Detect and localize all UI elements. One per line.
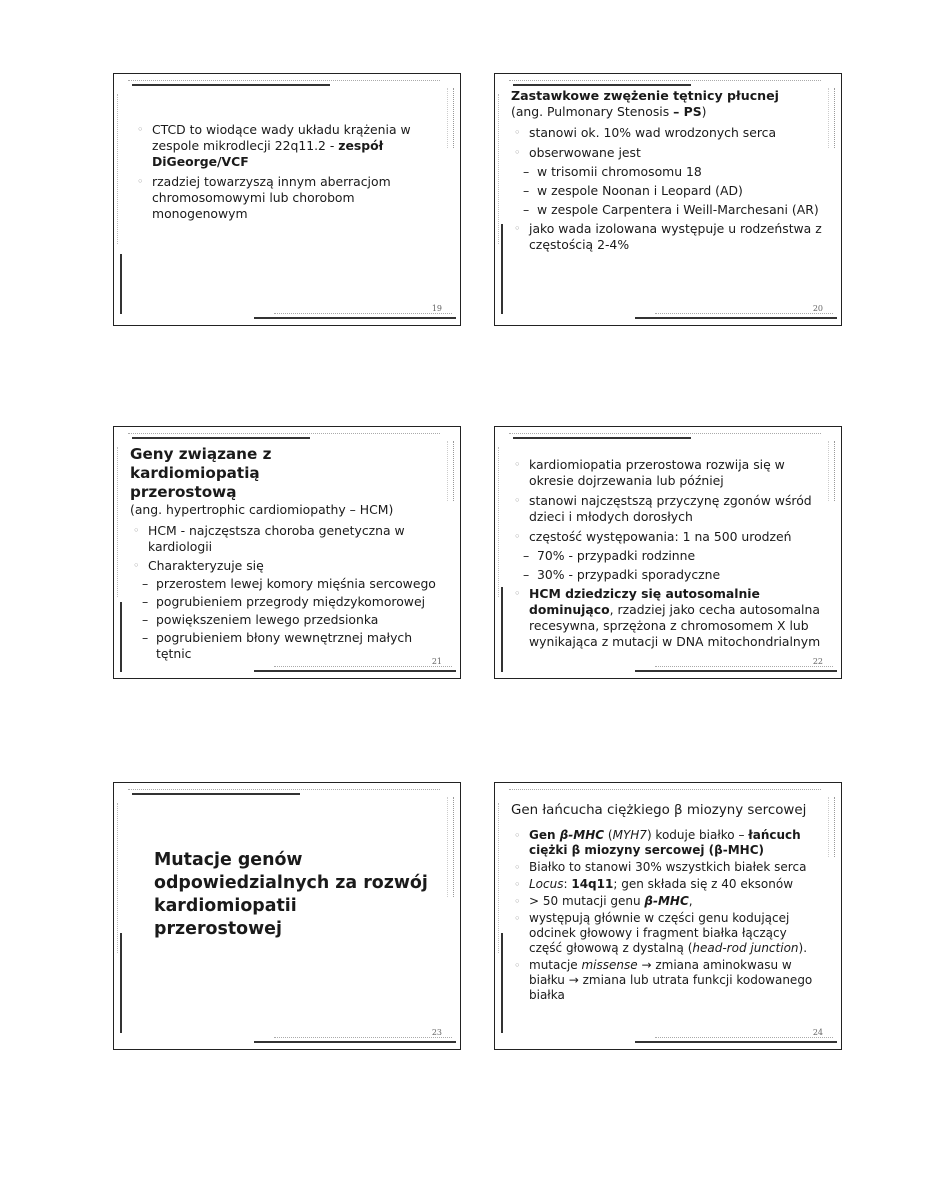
bullet bbox=[511, 894, 823, 909]
subtitle-text: (ang. Pulmonary Stenosis bbox=[511, 104, 674, 119]
bullet-text: ) koduje białko – bbox=[646, 828, 749, 842]
bullet-text: : bbox=[563, 877, 572, 891]
bullet-text: rzadziej towarzyszą innym aberracjom chromosomowymi lub chorobom monogenowym bbox=[152, 174, 391, 221]
bullet bbox=[511, 828, 823, 858]
bullet bbox=[134, 174, 442, 222]
slide-border-decoration bbox=[513, 437, 691, 439]
slide-border-decoration bbox=[655, 313, 833, 314]
slide-24 bbox=[494, 782, 842, 1050]
slide-border-decoration bbox=[254, 317, 456, 319]
slide-border-decoration bbox=[274, 313, 452, 314]
slide-22 bbox=[494, 426, 842, 679]
bullet-text: > 50 mutacji genu bbox=[529, 894, 645, 908]
slide-border-decoration bbox=[828, 797, 835, 857]
slide-border-decoration bbox=[501, 224, 503, 314]
dash-item: – pogrubieniem błony wewnętrznej małych tętnic bbox=[130, 630, 442, 662]
bullet-bold-text: zespół DiGeorge/VCF bbox=[152, 138, 384, 169]
bullet-text: występują głównie w części genu kodującej odcinek głowowy i fragment białka łączący część głowową z dystalną ( bbox=[529, 911, 790, 955]
slide-border-decoration bbox=[498, 803, 499, 953]
slide-title: Zastawkowe zwężenie tętnicy płucnej bbox=[511, 88, 779, 103]
bullet-text: Locus bbox=[529, 877, 564, 891]
bullet: ◦ stanowi ok. 10% wad wrodzonych serca bbox=[511, 125, 823, 141]
bullet: ◦ HCM - najczęstsza choroba genetyczna w kardiologii bbox=[130, 523, 442, 555]
slide-border-decoration bbox=[120, 933, 122, 1033]
page-number: 21 bbox=[431, 657, 442, 666]
dash-item: – powiększeniem lewego przedsionka bbox=[130, 612, 442, 628]
dash-item: – w zespole Carpentera i Weill-Marchesani (AR) bbox=[511, 202, 823, 218]
bullet bbox=[511, 877, 823, 892]
slide-border-decoration bbox=[274, 666, 452, 667]
gene-name: β-MHC bbox=[559, 828, 605, 842]
slide-border-decoration bbox=[655, 666, 833, 667]
slide-border-decoration bbox=[498, 447, 499, 597]
slide-content bbox=[511, 457, 823, 650]
slide-border-decoration bbox=[509, 433, 821, 434]
page-number: 20 bbox=[812, 304, 823, 313]
slide-border-decoration bbox=[501, 933, 503, 1033]
subtitle-bold: – PS bbox=[673, 104, 702, 119]
gene-name: β-MHC bbox=[644, 894, 689, 908]
slide-border-decoration bbox=[128, 433, 440, 434]
slide-border-decoration bbox=[120, 602, 122, 672]
slide-border-decoration bbox=[117, 803, 118, 953]
bullet-bold-text: HCM dziedziczy się autosomalnie dominująco bbox=[529, 586, 760, 617]
slide-border-decoration bbox=[254, 1041, 456, 1043]
slide-border-decoration bbox=[447, 88, 454, 148]
slide-border-decoration bbox=[447, 797, 454, 897]
dash-item: – 30% - przypadki sporadyczne bbox=[511, 567, 823, 583]
slide-border-decoration bbox=[132, 84, 330, 86]
page-number: 22 bbox=[812, 657, 823, 666]
slide-border-decoration bbox=[635, 317, 837, 319]
page-number: 19 bbox=[431, 304, 442, 313]
bullet bbox=[511, 586, 823, 650]
slide-border-decoration bbox=[828, 88, 835, 148]
slide-border-decoration bbox=[117, 447, 118, 597]
subtitle-text: ) bbox=[701, 104, 707, 119]
slide-content bbox=[130, 445, 442, 662]
slide-border-decoration bbox=[132, 793, 300, 795]
slide-border-decoration bbox=[132, 437, 310, 439]
slide-23 bbox=[113, 782, 461, 1050]
slide-border-decoration bbox=[274, 1037, 452, 1038]
slide-border-decoration bbox=[513, 84, 691, 86]
dash-item: – w trisomii chromosomu 18 bbox=[511, 164, 823, 180]
slide-border-decoration bbox=[509, 789, 821, 790]
slide-border-decoration bbox=[655, 1037, 833, 1038]
bullet-text: → zmiana aminokwasu w białku → zmiana lub utrata funkcji kodowanego białka bbox=[529, 958, 813, 1002]
slide-content bbox=[134, 122, 442, 222]
dash-item: – w zespole Noonan i Leopard (AD) bbox=[511, 183, 823, 199]
bullet bbox=[511, 958, 823, 1003]
slide-20 bbox=[494, 73, 842, 326]
slide-title: Mutacje genów odpowiedzialnych za rozwój kardiomiopatii przerostowej bbox=[154, 850, 428, 939]
bullet bbox=[134, 122, 442, 170]
bullet: ◦ jako wada izolowana występuje u rodzeństwa z częstością 2-4% bbox=[511, 221, 823, 253]
bullet: ◦ Charakteryzuje się bbox=[130, 558, 442, 574]
slide-border-decoration bbox=[254, 670, 456, 672]
slide-border-decoration bbox=[828, 441, 835, 501]
bullet-bold-text: 14q11 bbox=[571, 877, 614, 891]
bullet bbox=[511, 911, 823, 956]
bullet: ◦ kardiomiopatia przerostowa rozwija się w okresie dojrzewania lub później bbox=[511, 457, 823, 489]
bullet-bold-text: Gen bbox=[529, 828, 560, 842]
dash-item: – przerostem lewej komory mięśnia sercowego bbox=[130, 576, 442, 592]
slide-content bbox=[511, 88, 823, 253]
slide-border-decoration bbox=[635, 670, 837, 672]
page-number: 23 bbox=[431, 1028, 442, 1037]
slide-subtitle bbox=[511, 104, 823, 120]
slide-border-decoration bbox=[128, 80, 440, 81]
bullet-text: ; gen składa się z 40 eksonów bbox=[613, 877, 794, 891]
slide-subtitle: (ang. hypertrophic cardiomiopathy – HCM) bbox=[130, 502, 394, 517]
bullet-text: mutacje bbox=[529, 958, 582, 972]
bullet-text: head-rod junction bbox=[692, 941, 799, 955]
slide-title: Gen łańcucha ciężkiego β miozyny sercowej bbox=[511, 803, 807, 818]
bullet: ◦ Białko to stanowi 30% wszystkich białek serca bbox=[511, 860, 823, 875]
bullet-text: , rzadziej jako cecha autosomalna recesywna, sprzężona z chromosomem X lub wynikająca z mutacji w DNA mitochondrialnym bbox=[529, 602, 821, 649]
slide-border-decoration bbox=[128, 789, 440, 790]
slide-21 bbox=[113, 426, 461, 679]
bullet-bold-text: łańcuch ciężki β miozyny sercowej (β-MHC) bbox=[529, 828, 801, 857]
slide-19 bbox=[113, 73, 461, 326]
bullet-text: , bbox=[688, 894, 693, 908]
slide-border-decoration bbox=[120, 254, 122, 314]
page-number: 24 bbox=[812, 1028, 823, 1037]
dash-item: – 70% - przypadki rodzinne bbox=[511, 548, 823, 564]
bullet-text: CTCD to wiodące wady układu krążenia w zespole mikrodlecji 22q11.2 - bbox=[152, 122, 411, 153]
bullet: ◦ częstość występowania: 1 na 500 urodzeń bbox=[511, 529, 823, 545]
bullet-text: missense bbox=[581, 958, 638, 972]
bullet: ◦ stanowi najczęstszą przyczynę zgonów wśród dzieci i młodych dorosłych bbox=[511, 493, 823, 525]
bullet-text: ). bbox=[798, 941, 808, 955]
slide-border-decoration bbox=[117, 94, 118, 244]
bullet-text: ( bbox=[604, 828, 613, 842]
slide-title: Geny związane z kardiomiopatią przerostową bbox=[130, 445, 272, 501]
slide-content bbox=[511, 803, 823, 1003]
slide-border-decoration bbox=[635, 1041, 837, 1043]
gene-name: MYH7 bbox=[612, 828, 647, 842]
slide-border-decoration bbox=[447, 441, 454, 501]
dash-item: – pogrubieniem przegrody międzykomorowej bbox=[130, 594, 442, 610]
slide-border-decoration bbox=[509, 80, 821, 81]
bullet: ◦ obserwowane jest bbox=[511, 145, 823, 161]
slide-border-decoration bbox=[498, 94, 499, 244]
slide-border-decoration bbox=[501, 587, 503, 672]
